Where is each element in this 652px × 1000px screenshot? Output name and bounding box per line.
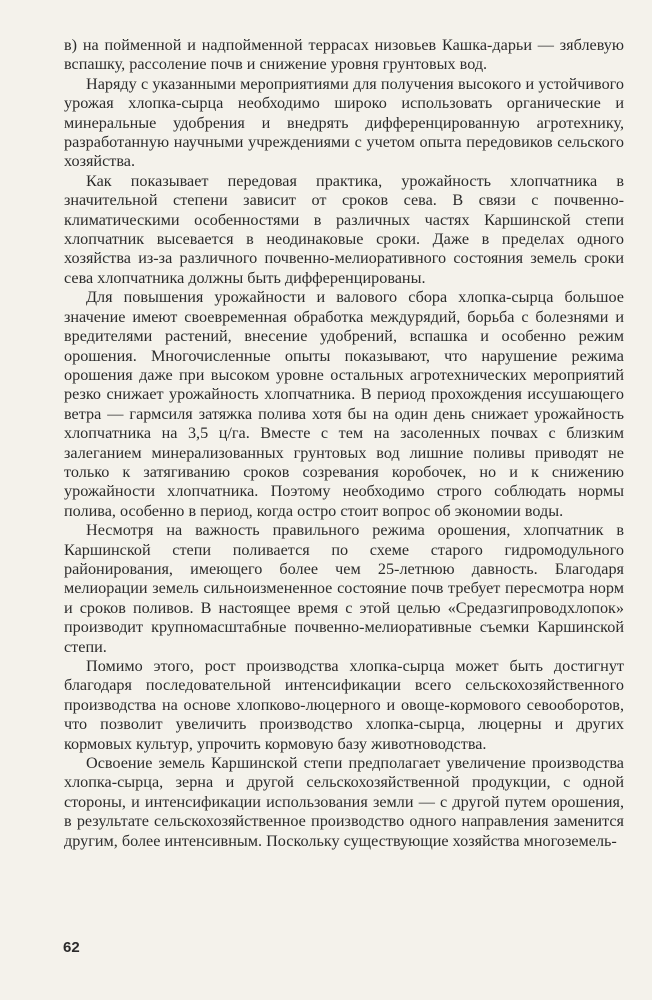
paragraph-3: Как показывает передовая практика, урожайность хлопчатника в значительной степени зависит от сроков сева. В связи с почвенно-климатическими особенностями в различных частях Каршинской степи хлопчатник высевается в неодинаковые сроки. Даже в пределах одного хозяйства из-за различного почвенно-мелиоративного состояния земель сроки сева хлопчатника должны быть дифференцированы. <box>64 171 624 287</box>
paragraph-7: Освоение земель Каршинской степи предполагает увеличение производства хлопка-сырца, зерна и другой сельскохозяйственной продукции, с одной стороны, и интенсификации использования земли — с другой путем орошения, в результате сельскохозяйственное производство одного направления заменится другим, более интенсивным. Поскольку существующие хозяйства многоземель- <box>64 754 624 850</box>
page-number: 62 <box>63 939 80 956</box>
paragraph-4: Для повышения урожайности и валового сбора хлопка-сырца большое значение имеют своевременная обработка междурядий, борьба с болезнями и вредителями растений, внесение удобрений, вспашка и особенно режим орошения. Многочисленные опыты показывают, что нарушение режима орошения даже при высоком уровне остальных агротехнических мероприятий резко снижает урожайность хлопчатника. В период прохождения иссушающего ветра — гармсиля затяжка полива хотя бы на один день снижает урожайность хлопчатника на 3,5 ц/га. Вместе с тем на засоленных почвах с близким залеганием минерализованных грунтовых вод лишние поливы приводят не только к затягиванию сроков созревания коробочек, но и к снижению урожайности хлопчатника. Поэтому необходимо строго соблюдать нормы полива, особенно в период, когда остро стоит вопрос об экономии воды. <box>64 288 624 520</box>
paragraph-1: в) на пойменной и надпойменной террасах низовьев Кашка-дарьи — зяблевую вспашку, рассоление почв и снижение уровня грунтовых вод. <box>64 36 624 74</box>
paragraph-6: Помимо этого, рост производства хлопка-сырца может быть достигнут благодаря последовательной интенсификации всего сельскохозяйственного производства на основе хлопково-люцерного и овоще-кормового севооборотов, что позволит увеличить производство хлопка-сырца, люцерны и других кормовых культур, упрочить кормовую базу животноводства. <box>64 657 624 753</box>
paragraph-5: Несмотря на важность правильного режима орошения, хлопчатник в Каршинской степи поливается по схеме старого гидромодульного районирования, имеющего более чем 25-летнюю давность. Благодаря мелиорации земель сильноизмененное состояние почв требует пересмотра норм и сроков поливов. В настоящее время с этой целью «Средазгипроводхлопок» производит крупномасштабные почвенно-мелиоративные съемки Каршинской степи. <box>64 521 624 656</box>
body-text <box>64 36 624 851</box>
paragraph-2: Наряду с указанными мероприятиями для получения высокого и устойчивого урожая хлопка-сырца необходимо широко использовать органические и минеральные удобрения и внедрять дифференцированную агротехнику, разработанную научными учреждениями с учетом опыта передовиков сельского хозяйства. <box>64 74 624 171</box>
